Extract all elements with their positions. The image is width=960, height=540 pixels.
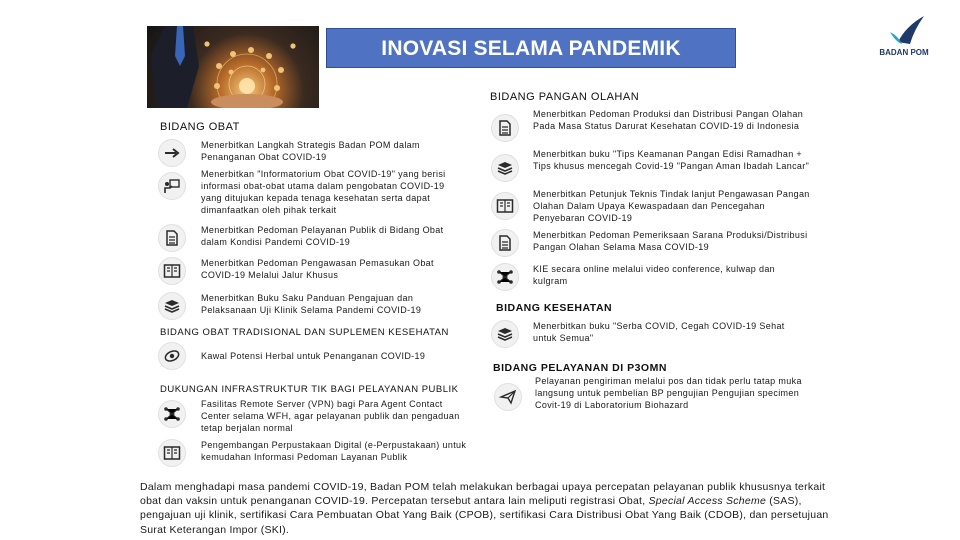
summary-text-1: Dalam menghadapi masa pandemi COVID-19, Badan POM telah melakukan berbagai upaya percepatan pelayanan publik khususnya terkait obat dan vaksin untuk penanganan COVID-19. Percepatan tersebut antara lain meliputi registrasi Obat, [140,481,826,508]
list-item [158,168,468,216]
stack-icon [158,292,186,320]
list-item [158,257,468,285]
document-icon [158,224,186,252]
item-text: Menerbitkan "Informatorium Obat COVID-19" yang berisi informasi obat-obat utama dalam pengobatan COVID-19 yang ditujukan kepada tenaga kesehatan serta dapat dimanfaatkan oleh pihak terkait [201,169,446,215]
arrow-right-icon [158,139,186,167]
book-icon [491,192,519,220]
list-item [494,375,814,411]
list-item [158,342,468,370]
logo-swoosh-icon [868,12,940,50]
list-item [158,139,468,167]
item-text: Pengembangan Perpustakaan Digital (e-Perpustakaan) untuk kemudahan Informasi Pedoman Layanan Publik [201,440,467,462]
item-text: Menerbitkan Petunjuk Teknis Tindak lanjut Pengawasan Pangan Olahan Dalam Upaya Kewaspadaan dan Pencegahan Penyebaran COVID-19 [533,189,810,223]
hero-illustration [147,26,319,108]
list-item [491,148,811,182]
book-icon [158,439,186,467]
item-text: Menerbitkan Pedoman Pelayanan Publik di Bidang Obat dalam Kondisi Pandemi COVID-19 [201,225,444,247]
badan-pom-logo [868,12,940,62]
heading-bidang-obat: BIDANG OBAT [160,121,240,133]
item-text: KIE secara online melalui video conference, kulwap dan kulgram [533,264,776,286]
heading-dukungan-tik: DUKUNGAN INFRASTRUKTUR TIK BAGI PELAYANAN PUBLIK [160,384,459,395]
presenter-icon [158,172,186,200]
item-text: Fasilitas Remote Server (VPN) bagi Para Agent Contact Center selama WFH, agar pelayanan publik dan pengaduan tetap berjalan normal [201,399,460,433]
heading-bidang-kesehatan: BIDANG KESEHATAN [496,302,613,314]
list-item [491,188,811,224]
logo-text: BADAN POM [879,48,929,57]
stack-icon [491,154,519,182]
item-text: Menerbitkan Pedoman Produksi dan Distribusi Pangan Olahan Pada Masa Status Darurat Kesehatan COVID-19 di Indonesia [533,109,804,131]
list-item [491,108,811,142]
list-item [158,292,468,320]
item-text: Kawal Potensi Herbal untuk Penanganan COVID-19 [201,351,426,361]
list-item [491,229,811,257]
page-title: INOVASI SELAMA PANDEMIK [326,28,736,68]
item-text: Menerbitkan buku "Serba COVID, Cegah COVID-19 Sehat untuk Semua" [533,321,785,343]
item-text: Menerbitkan Langkah Strategis Badan POM dalam Penanganan Obat COVID-19 [201,140,420,162]
network-icon [491,263,519,291]
item-text: Menerbitkan Pedoman Pengawasan Pemasukan Obat COVID-19 Melalui Jalur Khusus [201,258,434,280]
hero-image [147,26,319,108]
list-item [158,439,468,467]
item-text: Menerbitkan Pedoman Pemeriksaan Sarana Produksi/Distribusi Pangan Olahan Selama Masa COVID-19 [533,230,808,252]
heading-bidang-pelayanan: BIDANG PELAYANAN DI P3OMN [493,362,667,374]
eye-icon [158,342,186,370]
item-text: Pelayanan pengiriman melalui pos dan tidak perlu tatap muka langsung untuk pembelian BP pengujian Pengujian specimen Covit-19 di Laboratorium Biohazard [535,376,802,410]
item-text: Menerbitkan buku "Tips Keamanan Pangan Edisi Ramadhan + Tips khusus mencegah Covid-19 "Pangan Aman Ibadah Lancar" [533,149,810,171]
stack-icon [491,320,519,348]
summary-italic-term: Special Access Scheme [648,495,767,508]
list-item [491,263,811,291]
list-item [158,398,468,434]
book-icon [158,257,186,285]
summary-paragraph [140,480,830,537]
list-item [158,224,468,252]
summary-text-2: (SAS), pengajuan uji klinik, sertifikasi Cara Pembuatan Obat Yang Baik (CPOB), sertifikasi Cara Distribusi Obat Yang Baik (CDOB), dan persetujuan Surat Keterangan Impor (SKI). [140,495,829,536]
paper-plane-icon [494,383,522,411]
item-text: Menerbitkan Buku Saku Panduan Pengajuan dan Pelaksanaan Uji Klinik Selama Pandemi COVID-19 [201,293,422,315]
heading-bidang-obat-tradisional: BIDANG OBAT TRADISIONAL DAN SUPLEMEN KESEHATAN [160,327,449,338]
document-icon [491,229,519,257]
heading-bidang-pangan: BIDANG PANGAN OLAHAN [490,91,640,103]
list-item [491,320,811,348]
network-icon [158,400,186,428]
document-icon [491,114,519,142]
